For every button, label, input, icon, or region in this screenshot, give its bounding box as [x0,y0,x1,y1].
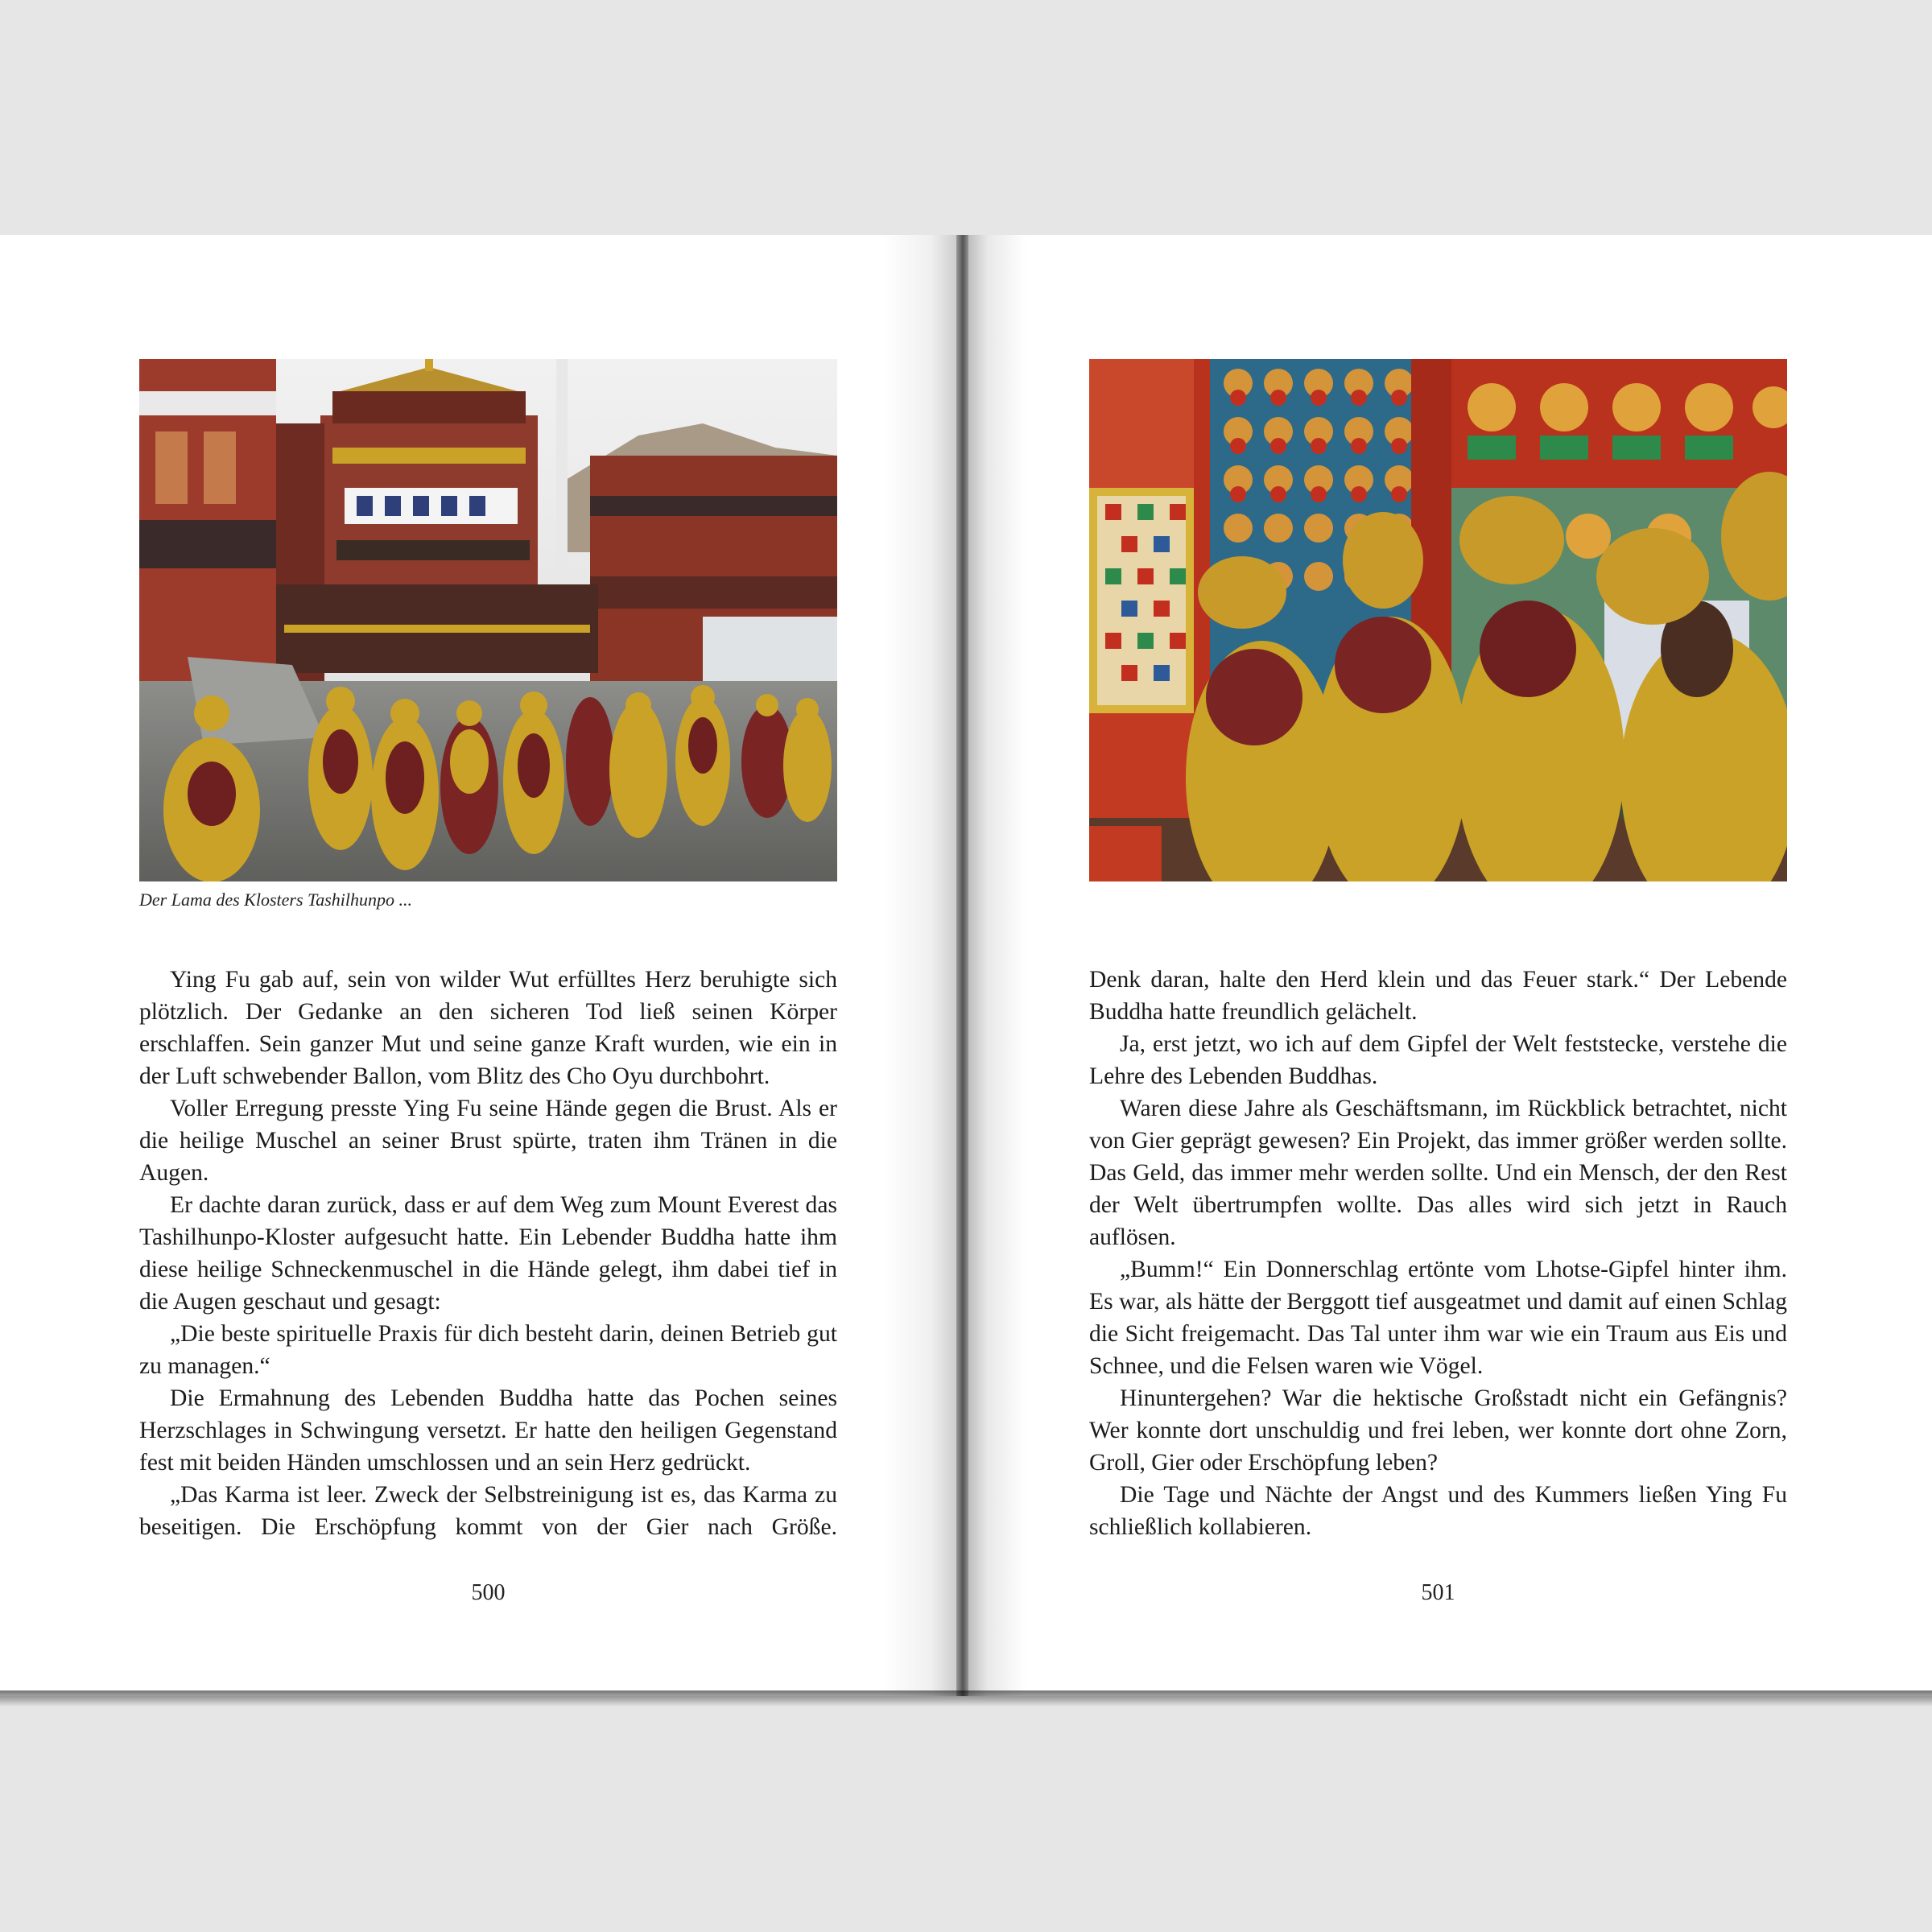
left-page [0,235,960,1696]
paragraph: Hinuntergehen? War die hektische Großstadt nicht ein Gefängnis? Wer konnte dort unschuldig und frei leben, wer konnte dort ohne Zorn, Groll, Gier oder Erschöpfung leben? [1089,1385,1787,1476]
book-spread [0,235,1932,1696]
temple-interior-image [1089,359,1787,881]
paragraph: Ying Fu gab auf, sein von wilder Wut erfülltes Herz beruhigte sich plötzlich. Der Gedanke an den sicheren Tod ließ seinen Körper erschlaffen. Sein ganzer Mut und seine ganze Kraft wurden, wie ein in der Luft schwebender Ballon, vom Blitz des Cho Oyu durchbohrt. [139,967,837,1089]
right-page [968,235,1932,1696]
paragraph: „Das Karma ist leer. Zweck der Selbstreinigung ist es, das Karma zu beseitigen. Die Erschöpfung kommt von der Gier nach Größe. [139,1482,837,1540]
monastery-courtyard-photo [139,359,837,881]
book-shadow [0,1690,1932,1707]
page-number-left: 500 [471,1580,506,1605]
paragraph: „Bumm!“ Ein Donnerschlag ertönte vom Lhotse-Gipfel hinter ihm. Es war, als hätte der Berggott tief ausgeatmet und damit auf einen Schlag die Sicht freigemacht. Das Tal unter ihm war wie ein Traum aus Eis und Schnee, und die Felsen waren wie Vögel. [1089,1257,1787,1379]
paragraph: Denk daran, halte den Herd klein und das Feuer stark.“ Der Lebende Buddha hatte freundlich gelächelt. [1089,967,1787,1025]
temple-interior-photo [1089,359,1787,881]
photo-caption: Der Lama des Klosters Tashilhunpo ... [139,890,413,910]
monastery-courtyard-image [139,359,837,881]
paragraph: Die Ermahnung des Lebenden Buddha hatte das Pochen seines Herzschlages in Schwingung versetzt. Er hatte den heiligen Gegenstand fest mit beiden Händen umschlossen und an sein Herz gedrückt. [139,1385,837,1476]
paragraph: Er dachte daran zurück, dass er auf dem Weg zum Mount Everest das Tashilhunpo-Kloster aufgesucht hatte. Ein Lebender Buddha hatte ihm diese heilige Schneckenmuschel in die Hände gelegt, ihm dabei tief in die Augen geschaut und gesagt: [139,1192,837,1315]
paragraph: „Die beste spirituelle Praxis für dich besteht darin, deinen Betrieb gut zu managen.“ [139,1321,837,1379]
paragraph: Die Tage und Nächte der Angst und des Kummers ließen Ying Fu schließlich kollabieren. [1089,1482,1787,1540]
left-page-text [139,964,837,1543]
page-number-right: 501 [1421,1580,1455,1605]
paragraph: Voller Erregung presste Ying Fu seine Hände gegen die Brust. Als er die heilige Muschel an seiner Brust spürte, traten ihm Tränen in die Augen. [139,1096,837,1186]
right-page-text [1089,964,1787,1543]
paragraph: Waren diese Jahre als Geschäftsmann, im Rückblick betrachtet, nicht von Gier geprägt gewesen? Ein Projekt, das immer größer werden sollte. Das Geld, das immer mehr werden sollte. Und ein Mensch, der den Rest der Welt übertrumpfen wollte. Das alles wird sich jetzt in Rauch auflösen. [1089,1096,1787,1250]
paragraph: Ja, erst jetzt, wo ich auf dem Gipfel der Welt feststecke, verstehe die Lehre des Lebenden Buddhas. [1089,1031,1787,1089]
